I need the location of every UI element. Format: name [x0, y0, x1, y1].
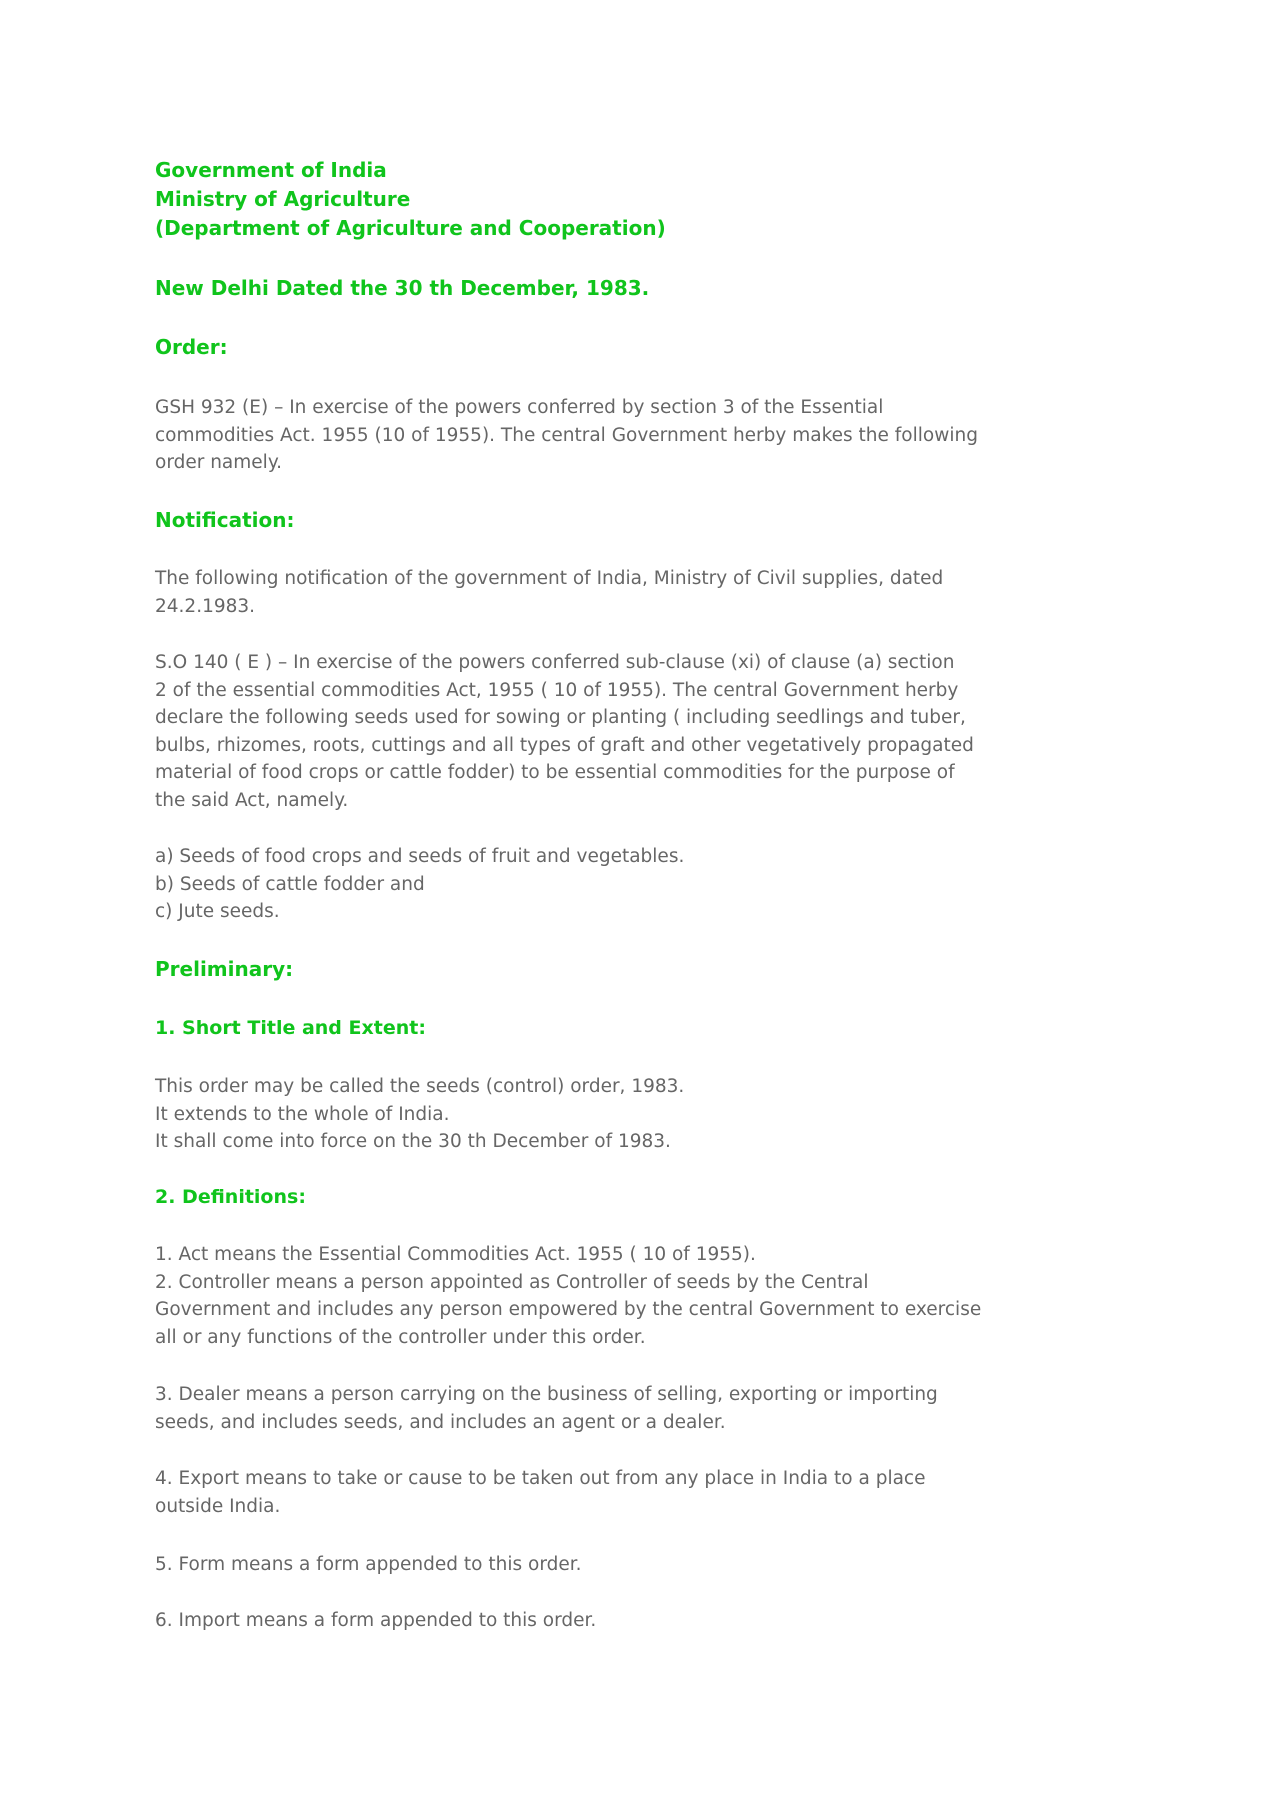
text-line: bulbs, rhizomes, roots, cuttings and all types of graft and other vegetatively propagated — [155, 734, 974, 756]
letterhead-line: Government of India — [155, 158, 387, 182]
text-line: GSH 932 (E) – In exercise of the powers conferred by section 3 of the Essential — [155, 397, 884, 418]
definition-3 — [155, 1381, 938, 1436]
notification-intro — [155, 565, 943, 620]
letterhead — [155, 156, 666, 243]
text-line: It shall come into force on the 30 th December of 1983. — [155, 1131, 671, 1152]
definition-6 — [155, 1607, 596, 1635]
list-item: c) Jute seeds. — [155, 901, 280, 922]
so-paragraph — [155, 649, 974, 814]
definition-1-2 — [155, 1241, 981, 1351]
text-line: Government and includes any person empowered by the central Government to exercise — [155, 1299, 982, 1320]
text-line: the said Act, namely. — [155, 789, 349, 811]
text-line: It extends to the whole of India. — [155, 1103, 450, 1125]
order-heading: Order: — [155, 335, 228, 359]
definition-5 — [155, 1551, 582, 1579]
definition-4 — [155, 1465, 925, 1520]
text-line: 4. Export means to take or cause to be taken out from any place in India to a place — [155, 1468, 926, 1489]
short-title-text — [155, 1073, 684, 1156]
text-line: 24.2.1983. — [155, 595, 256, 617]
definitions-heading: 2. Definitions: — [155, 1186, 306, 1208]
notification-heading: Notification: — [155, 508, 295, 532]
preliminary-heading: Preliminary: — [155, 957, 294, 981]
text-line: 5. Form means a form appended to this order. — [155, 1554, 582, 1575]
text-line: 6. Import means a form appended to this order. — [155, 1610, 597, 1631]
letterhead-line: Ministry of Agriculture — [155, 187, 411, 211]
letterhead-line: (Department of Agriculture and Cooperation) — [155, 216, 666, 240]
text-line: material of food crops or cattle fodder) to be essential commodities for the purpose of — [155, 762, 955, 783]
list-item: b) Seeds of cattle fodder and — [155, 873, 425, 895]
dateline: New Delhi Dated the 30 th December, 1983. — [155, 276, 650, 300]
text-line: all or any functions of the controller under this order. — [155, 1326, 646, 1348]
text-line: commodities Act. 1955 (10 of 1955). The central Government herby makes the following — [155, 424, 978, 446]
text-line: 2 of the essential commodities Act, 1955 ( 10 of 1955). The central Government herby — [155, 679, 959, 701]
short-title-heading: 1. Short Title and Extent: — [155, 1017, 426, 1039]
text-line: seeds, and includes seeds, and includes an agent or a dealer. — [155, 1411, 726, 1433]
seed-list — [155, 843, 684, 926]
text-line: order namely. — [155, 452, 283, 473]
text-line: The following notification of the government of India, Ministry of Civil supplies, dated — [155, 568, 944, 589]
text-line: outside India. — [155, 1495, 281, 1517]
text-line: This order may be called the seeds (control) order, 1983. — [155, 1076, 685, 1097]
order-text — [155, 394, 978, 477]
list-item: a) Seeds of food crops and seeds of fruit and vegetables. — [155, 846, 685, 867]
text-line: 1. Act means the Essential Commodities Act. 1955 ( 10 of 1955). — [155, 1244, 756, 1265]
text-line: S.O 140 ( E ) – In exercise of the powers conferred sub-clause (xi) of clause (a) section — [155, 652, 955, 673]
text-line: declare the following seeds used for sowing or planting ( including seedlings and tuber, — [155, 707, 966, 728]
text-line: 3. Dealer means a person carrying on the business of selling, exporting or importing — [155, 1384, 938, 1405]
text-line: 2. Controller means a person appointed as Controller of seeds by the Central — [155, 1271, 869, 1293]
